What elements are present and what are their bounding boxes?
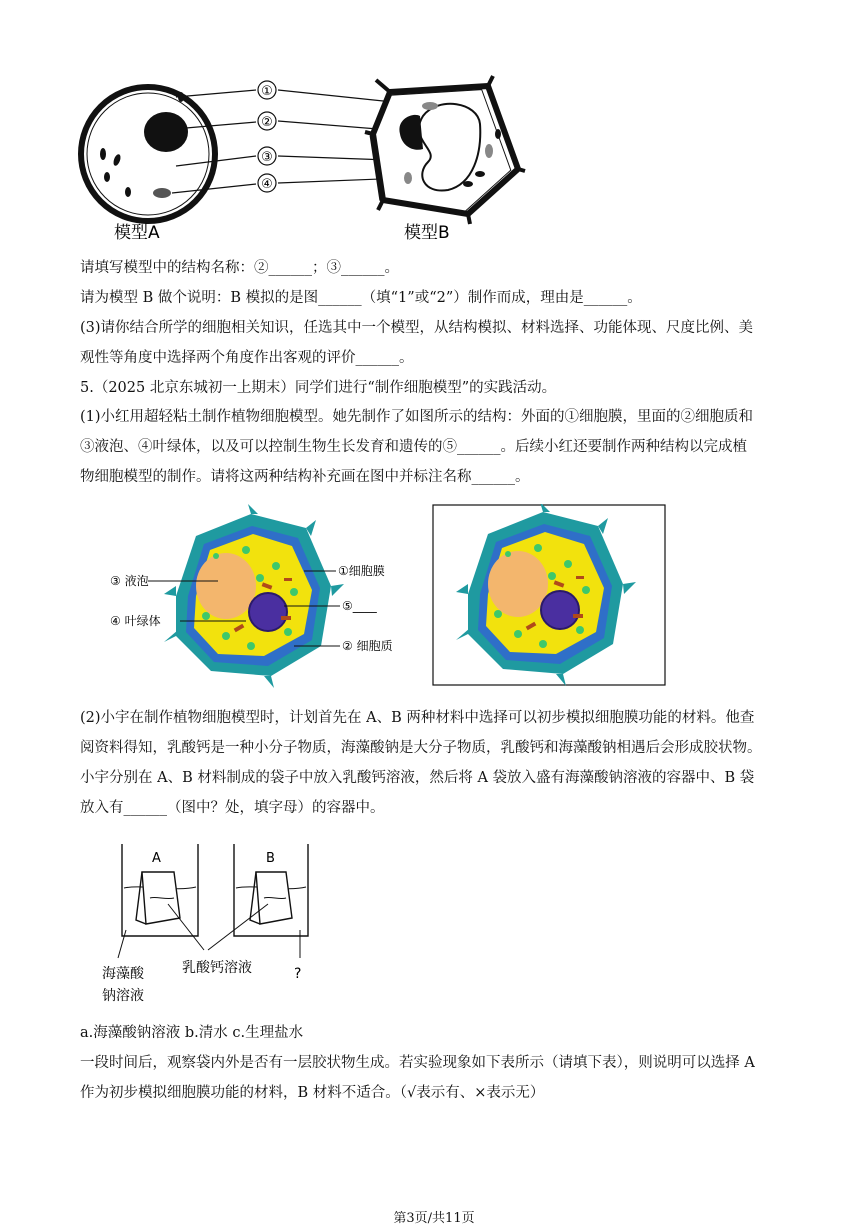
label-chloroplast: ④ 叶绿体: [110, 614, 161, 628]
question-line-1: 请填写模型中的结构名称：②______；③______。: [80, 260, 399, 276]
label-nucleus: ⑤____: [342, 599, 377, 613]
question-5-title: 5.（2025 北京东城初一上期末）同学们进行“制作细胞模型”的实践活动。: [80, 380, 557, 396]
label-4: ④: [261, 177, 273, 192]
calcium-lactate-label: 乳酸钙溶液: [182, 960, 252, 976]
label-3: ③: [261, 150, 273, 165]
question-line-4: 观性等角度中选择两个角度作出客观的评价______。: [80, 350, 414, 366]
label-membrane: ①细胞膜: [338, 564, 385, 578]
bag-experiment-figure: [96, 838, 336, 1008]
left-solution-label-1: 海藻酸: [102, 966, 144, 982]
container-a-label: A: [152, 851, 161, 866]
label-cytoplasm: ② 细胞质: [342, 639, 393, 653]
cell-model-diagram: [78, 74, 528, 246]
label-vacuole: ③ 液泡: [110, 574, 149, 588]
model-b-label: 模型B: [404, 223, 450, 243]
part-2-line-a: (2)小宇在制作植物细胞模型时，计划首先在 A、B 两种材料中选择可以初步模拟细胞膜功能的材料。他查: [80, 710, 755, 726]
question-line-2: 请为模型 B 做个说明：B 模拟的是图______（填“1”或“2”）制作而成，理由是______。: [80, 290, 642, 306]
options-line: a.海藻酸钠溶液 b.清水 c.生理盐水: [80, 1025, 304, 1041]
part-1-line-b: ③液泡、④叶绿体，以及可以控制生物生长发育和遗传的⑤______。后续小红还要制作两种结构以完成植: [80, 439, 747, 455]
model-a-organelle: [153, 188, 171, 198]
question-line-3: (3)请你结合所学的细胞相关知识，任选其中一个模型，从结构模拟、材料选择、功能体现、尺度比例、美: [80, 320, 754, 336]
page-footer: 第3页/共11页: [393, 1211, 475, 1226]
part-2-line-d: 放入有______（图中？处，填字母）的容器中。: [80, 800, 385, 816]
part-1-line-c: 物细胞模型的制作。请将这两种结构补充画在图中并标注名称______。: [80, 469, 530, 485]
model-a-label: 模型A: [114, 223, 160, 243]
left-solution-label-2: 钠溶液: [102, 988, 144, 1004]
clay-cell-model-figure: [108, 504, 668, 688]
label-2: ②: [261, 115, 273, 130]
part-1-line-a: (1)小红用超轻粘土制作植物细胞模型。她先制作了如图所示的结构：外面的①细胞膜，里面的②细胞质和: [80, 409, 754, 425]
part-2-line-b: 阅资料得知，乳酸钙是一种小分子物质，海藻酸钠是大分子物质，乳酸钙和海藻酸钠相遇后会形成胶状物。: [80, 740, 762, 756]
part-3-line-a: 一段时间后，观察袋内外是否有一层胶状物生成。若实验现象如下表所示（请填下表），则说明可以选择 A: [80, 1055, 755, 1071]
number-labels: [258, 81, 276, 192]
part-2-line-c: 小宇分别在 A、B 材料制成的袋子中放入乳酸钙溶液，然后将 A 袋放入盛有海藻酸钠溶液的容器中、B 袋: [80, 770, 755, 786]
unknown-solution-label: ?: [294, 966, 302, 982]
label-1: ①: [261, 84, 273, 99]
container-b-label: B: [266, 851, 275, 866]
part-3-line-b: 作为初步模拟细胞膜功能的材料，B 材料不适合。（√表示有、×表示无）: [80, 1085, 545, 1101]
model-a-nucleus: [144, 112, 188, 152]
